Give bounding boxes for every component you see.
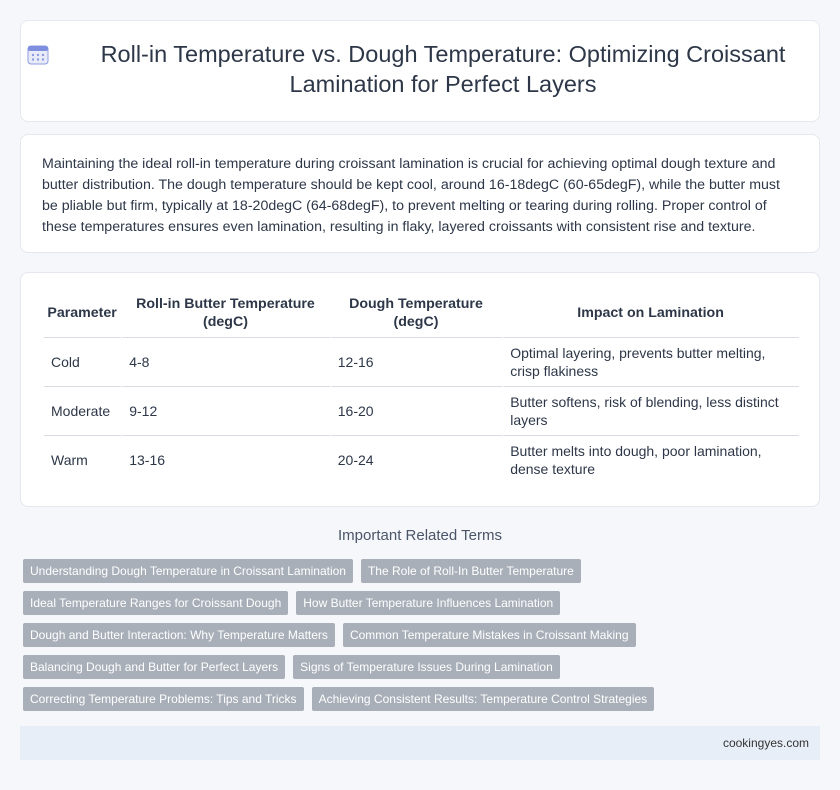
column-header: Parameter — [47, 305, 117, 321]
calendar-icon — [27, 43, 49, 65]
table-card — [20, 272, 820, 507]
site-name[interactable]: cookingyes.com — [722, 736, 809, 750]
table-cell: Butter softens, risk of blending, less distinct layers — [502, 386, 799, 435]
column-header: Impact on Lamination — [577, 305, 724, 321]
column-header: Roll-in Butter Temperature (degC) — [136, 296, 315, 330]
table-cell: Butter melts into dough, poor lamination, dense texture — [502, 435, 799, 484]
related-term-chip[interactable]: Balancing Dough and Butter for Perfect Layers — [23, 655, 285, 679]
table-cell: Cold — [43, 337, 121, 386]
table-cell: Warm — [43, 435, 121, 484]
table-row — [43, 386, 799, 435]
related-term-chip[interactable]: How Butter Temperature Influences Lamination — [296, 591, 560, 615]
related-term-chip[interactable]: Understanding Dough Temperature in Croissant Lamination — [23, 559, 353, 583]
table-cell: Optimal layering, prevents butter melting, crisp flakiness — [502, 337, 799, 386]
related-terms-list — [23, 559, 823, 719]
table-cell: 20-24 — [330, 435, 502, 484]
table-cell: 4-8 — [121, 337, 330, 386]
chip-row — [23, 655, 823, 679]
related-term-chip[interactable]: Ideal Temperature Ranges for Croissant Dough — [23, 591, 288, 615]
table-cell: 12-16 — [330, 337, 502, 386]
chip-row — [23, 591, 823, 615]
related-term-chip[interactable]: The Role of Roll-In Butter Temperature — [361, 559, 581, 583]
related-term-chip[interactable]: Dough and Butter Interaction: Why Temperature Matters — [23, 623, 335, 647]
chip-row — [23, 687, 823, 711]
temperature-table — [43, 289, 799, 484]
related-term-chip[interactable]: Achieving Consistent Results: Temperature Control Strategies — [312, 687, 655, 711]
table-cell: 13-16 — [121, 435, 330, 484]
intro-card — [20, 134, 820, 253]
table-cell: 9-12 — [121, 386, 330, 435]
table-header-row — [43, 289, 799, 337]
footer — [20, 726, 820, 760]
table-cell: Moderate — [43, 386, 121, 435]
column-header: Dough Temperature (degC) — [349, 296, 483, 330]
chip-row — [23, 623, 823, 647]
table-cell: 16-20 — [330, 386, 502, 435]
table-row — [43, 337, 799, 386]
header-card — [20, 20, 820, 122]
related-terms-heading: Important Related Terms — [338, 527, 502, 544]
related-term-chip[interactable]: Common Temperature Mistakes in Croissant Making — [343, 623, 636, 647]
table-row — [43, 435, 799, 484]
related-term-chip[interactable]: Signs of Temperature Issues During Lamination — [293, 655, 560, 679]
related-term-chip[interactable]: Correcting Temperature Problems: Tips and Tricks — [23, 687, 304, 711]
page-title: Roll-in Temperature vs. Dough Temperature: Optimizing Croissant Lamination for Perfect Layers — [100, 41, 786, 97]
chip-row — [23, 559, 823, 583]
intro-paragraph: Maintaining the ideal roll-in temperature during croissant lamination is crucial for achieving optimal dough texture and butter distribution. The dough temperature should be kept cool, around 16-18degC (60-65degF), while the butter must be pliable but firm, typically at 18-20degC (64-68degF), to prevent melting or tearing during rolling. Proper control of these temperatures ensures even lamination, resulting in flaky, layered croissants with consistent rise and texture. — [42, 156, 780, 235]
